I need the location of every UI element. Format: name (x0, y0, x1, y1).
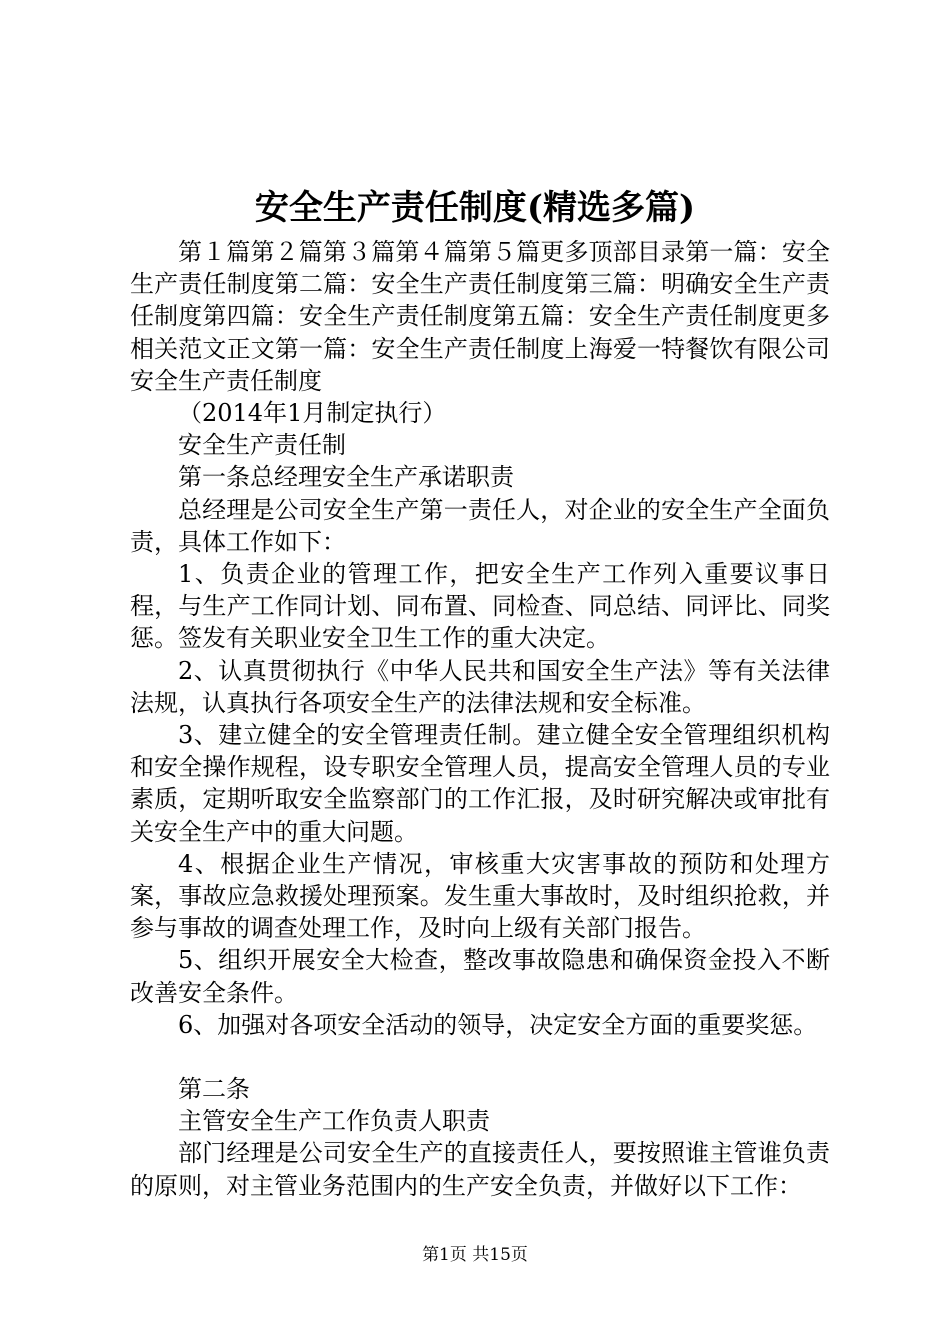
list-item: 6、加强对各项安全活动的领导，决定安全方面的重要奖惩。 (178, 1010, 818, 1039)
list-item: 3、建立健全的安全管理责任制。建立健全安全管理组织机构和安全操作规程，设专职安全管理人员，提高安全管理人员的专业素质，定期听取安全监察部门的工作汇报，及时研究解决或审批有关安全生产中的重大问题。 (130, 721, 830, 846)
paragraph: 部门经理是公司安全生产的直接责任人，要按照谁主管谁负责的原则，对主管业务范围内的生产安全负责，并做好以下工作： (130, 1139, 830, 1200)
article-heading: 第一条总经理安全生产承诺职责 (178, 463, 514, 492)
list-item: 4、根据企业生产情况，审核重大灾害事故的预防和处理方案，事故应急救援处理预案。发生重大事故时，及时组织抢救，并参与事故的调查处理工作，及时向上级有关部门报告。 (130, 849, 830, 943)
article-subheading: 主管安全生产工作负责人职责 (178, 1107, 490, 1136)
list-item: 1、负责企业的管理工作，把安全生产工作列入重要议事日程，与生产工作同计划、同布置、同检查、同总结、同评比、同奖惩。签发有关职业安全卫生工作的重大决定。 (130, 560, 830, 653)
document-title: 安全生产责任制度(精选多篇) (254, 188, 696, 228)
paragraph-table-of-contents: 第１篇第２篇第３篇第４篇第５篇更多顶部目录第一篇：安全生产责任制度第二篇：安全生产责任制度第三篇：明确安全生产责任制度第四篇：安全生产责任制度第五篇：安全生产责任制度更多相关范文正文第一篇：安全生产责任制度上海爱一特餐饮有限公司安全生产责任制度 (130, 238, 830, 395)
paragraph: 总经理是公司安全生产第一责任人，对企业的安全生产全面负责，具体工作如下： (130, 495, 830, 556)
list-item: 2、认真贯彻执行《中华人民共和国安全生产法》等有关法律法规，认真执行各项安全生产的法律法规和安全标准。 (130, 656, 830, 717)
section-heading: 安全生产责任制 (178, 431, 346, 460)
article-heading: 第二条 (178, 1075, 250, 1104)
list-item: 5、组织开展安全大检查，整改事故隐患和确保资金投入不断改善安全条件。 (130, 946, 830, 1007)
page-footer: 第1页 共15页 (422, 1245, 528, 1265)
paragraph-effective-date: （2014年1月制定执行） (178, 399, 447, 428)
document-body (130, 236, 830, 1202)
